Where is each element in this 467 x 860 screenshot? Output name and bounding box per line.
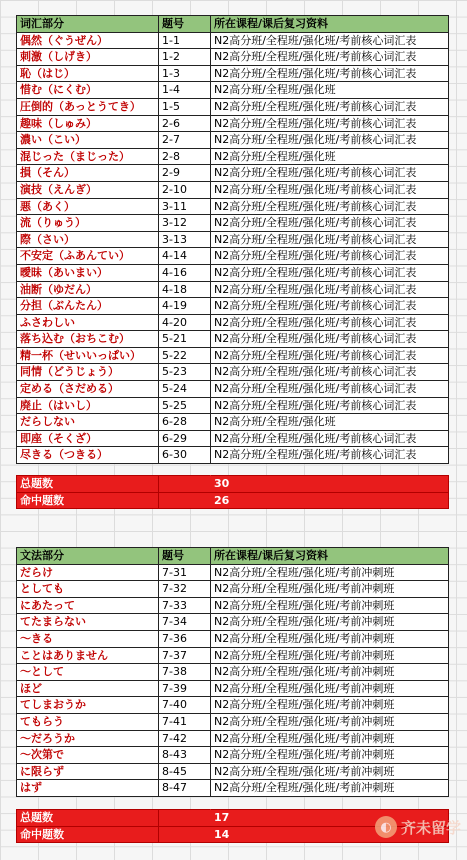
vocab-summary-table [16,475,449,509]
cell-number[interactable]: 3-12 [159,215,211,232]
cell-number[interactable]: 2-9 [159,165,211,182]
cell-item[interactable]: ～次第で [17,747,159,764]
cell-material[interactable]: N2高分班/全程班/强化班/考前冲刺班 [211,597,449,614]
table-row [17,198,449,215]
cell-number[interactable]: 1-2 [159,49,211,66]
header-number[interactable]: 题号 [159,548,211,565]
vocab-header-row [17,16,449,33]
table-row [17,331,449,348]
cell-number[interactable]: 7-42 [159,730,211,747]
cell-number[interactable]: 4-19 [159,298,211,315]
cell-number[interactable]: 5-21 [159,331,211,348]
cell-item[interactable]: 精一杯（せいいっぱい） [17,347,159,364]
cell-material[interactable]: N2高分班/全程班/强化班/考前核心词汇表 [211,215,449,232]
grammar-header-row [17,548,449,565]
table-row [17,730,449,747]
table-row [17,314,449,331]
cell-number[interactable]: 5-23 [159,364,211,381]
cell-item[interactable]: に限らず [17,763,159,780]
header-material[interactable]: 所在课程/课后复习资料 [211,16,449,33]
cell-number[interactable]: 1-4 [159,82,211,99]
cell-number[interactable]: 7-41 [159,713,211,730]
cell-material[interactable]: N2高分班/全程班/强化班/考前核心词汇表 [211,264,449,281]
cell-material[interactable]: N2高分班/全程班/强化班/考前核心词汇表 [211,447,449,464]
cell-item[interactable]: 偶然（ぐうぜん） [17,32,159,49]
cell-number[interactable]: 7-33 [159,597,211,614]
cell-item[interactable]: 趣味（しゅみ） [17,115,159,132]
cell-material[interactable]: N2高分班/全程班/强化班/考前冲刺班 [211,780,449,797]
cell-item[interactable]: 不安定（ふあんてい） [17,248,159,265]
cell-item[interactable]: 流（りゅう） [17,215,159,232]
watermark-text: 齐未留学 [400,818,461,837]
cell-item[interactable]: 曖昧（あいまい） [17,264,159,281]
cell-number[interactable]: 4-16 [159,264,211,281]
total-count-row [17,476,449,493]
cell-number[interactable]: 8-45 [159,763,211,780]
cell-material[interactable]: N2高分班/全程班/强化班/考前冲刺班 [211,581,449,598]
cell-number[interactable]: 2-7 [159,132,211,149]
cell-material[interactable]: N2高分班/全程班/强化班/考前冲刺班 [211,647,449,664]
total-count-value[interactable]: 17 [211,810,449,827]
table-row [17,414,449,431]
table-row [17,148,449,165]
cell-number[interactable]: 8-47 [159,780,211,797]
cell-item[interactable]: 定める（さだめる） [17,381,159,398]
vocab-summary-section [16,475,448,509]
cell-material[interactable]: N2高分班/全程班/强化班/考前核心词汇表 [211,347,449,364]
cell-item[interactable]: 演技（えんぎ） [17,181,159,198]
cell-material[interactable]: N2高分班/全程班/强化班/考前冲刺班 [211,713,449,730]
table-row [17,165,449,182]
cell-item[interactable]: だらしない [17,414,159,431]
cell-material[interactable]: N2高分班/全程班/强化班/考前核心词汇表 [211,115,449,132]
cell-material[interactable]: N2高分班/全程班/强化班/考前核心词汇表 [211,181,449,198]
hit-count-row [17,492,449,509]
grammar-table-section [16,547,448,797]
total-count-label[interactable]: 总题数 [17,476,159,493]
cell-number[interactable]: 5-25 [159,397,211,414]
cell-material[interactable]: N2高分班/全程班/强化班/考前核心词汇表 [211,165,449,182]
cell-item[interactable]: 恥（はじ） [17,65,159,82]
table-row [17,231,449,248]
table-row [17,82,449,99]
table-row [17,780,449,797]
grammar-table [16,547,449,797]
cell-item[interactable]: 尽きる（つきる） [17,447,159,464]
cell-item[interactable]: 即座（そくざ） [17,430,159,447]
cell-item[interactable]: てしまおうか [17,697,159,714]
cell-item[interactable]: ふさわしい [17,314,159,331]
cell-number[interactable]: 3-13 [159,231,211,248]
cell-material[interactable]: N2高分班/全程班/强化班/考前核心词汇表 [211,281,449,298]
table-row [17,65,449,82]
cell-material[interactable]: N2高分班/全程班/强化班/考前冲刺班 [211,630,449,647]
cell-number[interactable]: 7-37 [159,647,211,664]
cell-item[interactable]: てもらう [17,713,159,730]
cell-material[interactable]: N2高分班/全程班/强化班/考前冲刺班 [211,664,449,681]
table-row [17,430,449,447]
cell-number[interactable]: 2-10 [159,181,211,198]
cell-number[interactable]: 2-6 [159,115,211,132]
cell-item[interactable]: 濃い（こい） [17,132,159,149]
cell-material[interactable]: N2高分班/全程班/强化班/考前冲刺班 [211,697,449,714]
table-row [17,281,449,298]
table-row [17,32,449,49]
cell-item[interactable]: 悪（あく） [17,198,159,215]
cell-item[interactable]: 油断（ゆだん） [17,281,159,298]
cell-item[interactable]: はず [17,780,159,797]
table-row [17,614,449,631]
cell-item[interactable]: 圧倒的（あっとうてき） [17,98,159,115]
cell-material[interactable]: N2高分班/全程班/强化班/考前核心词汇表 [211,198,449,215]
table-row [17,132,449,149]
table-row [17,397,449,414]
table-row [17,747,449,764]
table-row [17,215,449,232]
cell-item[interactable]: ほど [17,680,159,697]
cell-item[interactable]: 刺激（しげき） [17,49,159,66]
cell-material[interactable]: N2高分班/全程班/强化班/考前冲刺班 [211,763,449,780]
header-item[interactable]: 词汇部分 [17,16,159,33]
cell-number[interactable]: 4-20 [159,314,211,331]
cell-number[interactable]: 4-18 [159,281,211,298]
cell-item[interactable]: 廃止（はいし） [17,397,159,414]
hit-count-value[interactable]: 26 [211,492,449,509]
table-row [17,680,449,697]
hit-count-label[interactable]: 命中题数 [17,492,159,509]
header-item[interactable]: 文法部分 [17,548,159,565]
cell-material[interactable]: N2高分班/全程班/强化班/考前核心词汇表 [211,430,449,447]
cell-number[interactable]: 1-3 [159,65,211,82]
table-row [17,298,449,315]
cell-material[interactable]: N2高分班/全程班/强化班/考前冲刺班 [211,747,449,764]
cell-item[interactable]: 同情（どうじょう） [17,364,159,381]
cell-material[interactable]: N2高分班/全程班/强化班/考前核心词汇表 [211,32,449,49]
cell-material[interactable]: N2高分班/全程班/强化班/考前核心词汇表 [211,132,449,149]
table-row [17,364,449,381]
table-row [17,49,449,66]
cell-material[interactable]: N2高分班/全程班/强化班/考前冲刺班 [211,680,449,697]
cell-number[interactable]: 7-36 [159,630,211,647]
cell-material[interactable]: N2高分班/全程班/强化班/考前冲刺班 [211,730,449,747]
table-row [17,115,449,132]
table-row [17,597,449,614]
hit-count-value[interactable]: 14 [211,826,449,843]
cell-item[interactable]: としても [17,581,159,598]
vocab-table [16,15,449,464]
cell-item[interactable]: ことはありません [17,647,159,664]
cell-item[interactable]: ～きる [17,630,159,647]
cell-item[interactable]: ～として [17,664,159,681]
cell-material[interactable]: N2高分班/全程班/强化班/考前核心词汇表 [211,397,449,414]
cell-number[interactable]: 6-30 [159,447,211,464]
table-row [17,447,449,464]
table-row [17,630,449,647]
table-row [17,713,449,730]
cell-number[interactable]: 1-1 [159,32,211,49]
table-row [17,181,449,198]
cell-material[interactable]: N2高分班/全程班/强化班/考前核心词汇表 [211,248,449,265]
table-row [17,98,449,115]
cell-material[interactable]: N2高分班/全程班/强化班 [211,148,449,165]
cell-material[interactable]: N2高分班/全程班/强化班/考前冲刺班 [211,614,449,631]
cell-number[interactable]: 7-38 [159,664,211,681]
cell-material[interactable]: N2高分班/全程班/强化班/考前核心词汇表 [211,49,449,66]
cell-item[interactable]: だらけ [17,564,159,581]
header-number[interactable]: 题号 [159,16,211,33]
cell-item[interactable]: にあたって [17,597,159,614]
cell-material[interactable]: N2高分班/全程班/强化班 [211,82,449,99]
cell-item[interactable]: ～だろうか [17,730,159,747]
table-row [17,581,449,598]
cell-number[interactable]: 5-24 [159,381,211,398]
cell-item[interactable]: てたまらない [17,614,159,631]
cell-material[interactable]: N2高分班/全程班/强化班/考前核心词汇表 [211,381,449,398]
cell-number[interactable]: 3-11 [159,198,211,215]
hit-count-label[interactable]: 命中题数 [17,826,159,843]
cell-number[interactable]: 7-31 [159,564,211,581]
table-row [17,664,449,681]
cell-item[interactable]: 際（さい） [17,231,159,248]
cell-number[interactable]: 2-8 [159,148,211,165]
cell-item[interactable]: 混じった（まじった） [17,148,159,165]
watermark [375,816,461,838]
cell-material[interactable]: N2高分班/全程班/强化班/考前冲刺班 [211,564,449,581]
vocab-table-section [16,15,448,464]
cell-number[interactable]: 6-28 [159,414,211,431]
table-row [17,697,449,714]
cell-material[interactable]: N2高分班/全程班/强化班/考前核心词汇表 [211,364,449,381]
table-row [17,264,449,281]
table-row [17,763,449,780]
cell-number[interactable]: 1-5 [159,98,211,115]
cell-item[interactable]: 落ち込む（おちこむ） [17,331,159,348]
cell-number[interactable]: 4-14 [159,248,211,265]
cell-number[interactable]: 7-40 [159,697,211,714]
table-row [17,564,449,581]
cell-number[interactable]: 6-29 [159,430,211,447]
table-row [17,381,449,398]
cell-item[interactable]: 損（そん） [17,165,159,182]
table-row [17,647,449,664]
logo-icon: ◐ [375,816,397,838]
cell-material[interactable]: N2高分班/全程班/强化班 [211,414,449,431]
cell-item[interactable]: 分担（ぶんたん） [17,298,159,315]
header-material[interactable]: 所在课程/课后复习资料 [211,548,449,565]
cell-number[interactable]: 7-34 [159,614,211,631]
cell-number[interactable]: 7-32 [159,581,211,598]
table-row [17,248,449,265]
cell-material[interactable]: N2高分班/全程班/强化班/考前核心词汇表 [211,314,449,331]
cell-item[interactable]: 惜む（にくむ） [17,82,159,99]
table-row [17,347,449,364]
cell-number[interactable]: 5-22 [159,347,211,364]
cell-number[interactable]: 7-39 [159,680,211,697]
cell-material[interactable]: N2高分班/全程班/强化班/考前核心词汇表 [211,298,449,315]
total-count-value[interactable]: 30 [211,476,449,493]
cell-material[interactable]: N2高分班/全程班/强化班/考前核心词汇表 [211,98,449,115]
total-count-label[interactable]: 总题数 [17,810,159,827]
cell-material[interactable]: N2高分班/全程班/强化班/考前核心词汇表 [211,331,449,348]
cell-material[interactable]: N2高分班/全程班/强化班/考前核心词汇表 [211,231,449,248]
cell-material[interactable]: N2高分班/全程班/强化班/考前核心词汇表 [211,65,449,82]
cell-number[interactable]: 8-43 [159,747,211,764]
